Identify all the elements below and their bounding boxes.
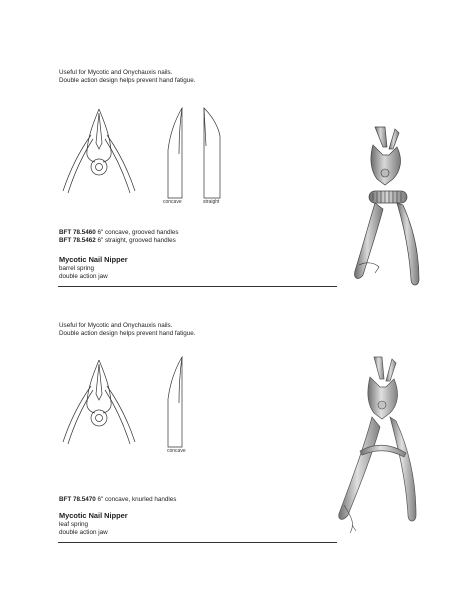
feature-line: barrel spring [59,265,94,272]
jaw-diagram [55,105,140,205]
product-description: 6" straight, grooved handles [97,237,176,244]
feature-line: double action jaw [59,529,108,536]
intro-line-2: Double action design helps prevent hand fatigue. [59,77,196,84]
product-title: Mycotic Nail Nipper [59,255,128,264]
product-code: BFT 78.5462 [59,237,96,244]
product-description: 6" concave, knurled handles [97,496,177,503]
caption-concave: concave [163,199,182,205]
intro-line-1: Useful for Mycotic and Onychauxis nails. [59,69,173,76]
product-code: BFT 78.5460 [59,229,96,236]
product-title: Mycotic Nail Nipper [59,511,128,520]
jaw-diagram [55,356,140,456]
product-description: 6" concave, grooved handles [97,229,179,236]
straight-blade-diagram [200,106,224,200]
feature-line: double action jaw [59,273,108,280]
nail-nipper-photo [345,125,425,295]
caption-straight: straight [203,199,220,205]
section-divider [58,542,337,543]
caption-concave: concave [167,448,186,454]
feature-line: leaf spring [59,521,89,528]
concave-blade-diagram [163,106,187,200]
intro-line-2: Double action design helps prevent hand fatigue. [59,330,196,337]
concave-blade-diagram [163,355,187,449]
intro-line-1: Useful for Mycotic and Onychauxis nails. [59,322,173,329]
product-code: BFT 78.5470 [59,496,96,503]
nail-nipper-photo [330,355,430,540]
section-divider [58,286,337,287]
